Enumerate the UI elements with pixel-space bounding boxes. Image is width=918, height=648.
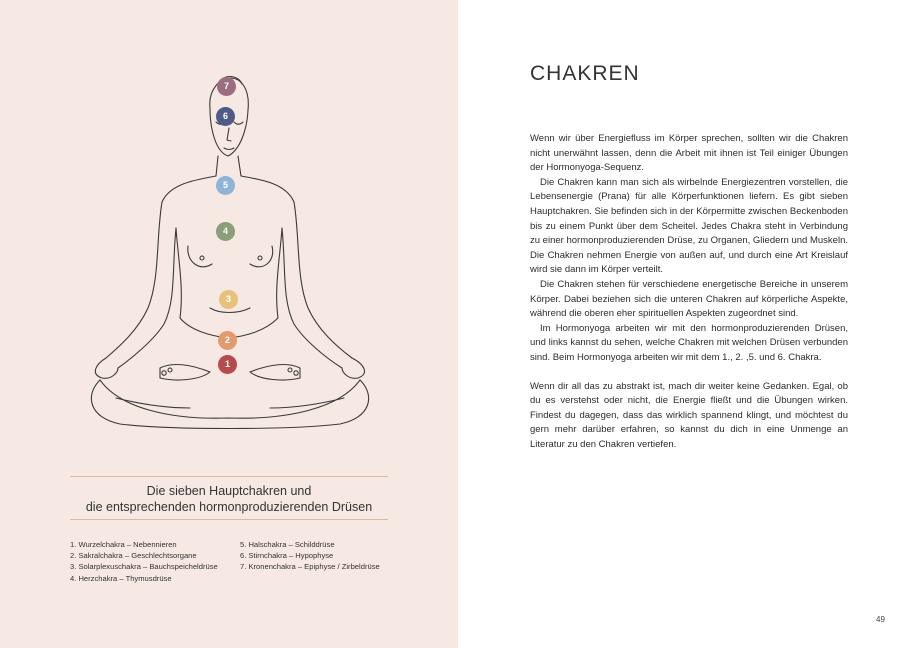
paragraph-2: Die Chakren kann man sich als wirbelnde Energiezentren vorstellen, die Lebensenergie (Prana) für alle Körperfunktionen liefern. Es gibt sieben Hauptchakren. Sie befinden sich in der Körpermitte zwischen Beckenboden bis zu einem Punkt über dem Scheitel. Jedes Chakra steht in Verbindung zu einer hormonproduzierenden Drüse, zu Organen, Gliedern und Muskeln. Die Chakren nehmen Energie von außen auf, und durch eine Art Kreislauf wird sie dann im Körper verteilt. [530, 176, 848, 276]
chakra-6-marker: 6 [216, 107, 235, 126]
legend-left-column [70, 539, 218, 584]
paragraph-5: Wenn dir all das zu abstrakt ist, mach dir weiter keine Gedanken. Egal, ob du es verstehst oder nicht, die Energie fließt und die Übungen wirken. Findest du dagegen, dass das wirklich spannend klingt, und möchtest du gern mehr darüber erfahren, so kannst du dich in eine Unmenge an Literatur zu den Chakren vertiefen. [530, 380, 848, 450]
legend-item: 6. Stirnchakra – Hypophyse [240, 551, 334, 561]
chakra-7-marker: 7 [217, 77, 236, 96]
page-title: CHAKREN [530, 62, 640, 85]
paragraph-4: Im Hormonyoga arbeiten wir mit den hormonproduzierenden Drüsen, und links kannst du sehen, welche Chakren mit welchen Drüsen verbunden sind. Beim Hormonyoga arbeiten wir mit dem 1., 2. ,5. und 6. Chakra. [530, 322, 848, 363]
chakra-2-marker: 2 [218, 331, 237, 350]
legend-item: 7. Kronenchakra – Epiphyse / Zirbeldrüse [240, 562, 380, 572]
legend-right-column [240, 539, 380, 573]
caption-line-2: die entsprechenden hormonproduzierenden Drüsen [85, 500, 373, 514]
page-number: 49 [876, 615, 885, 624]
legend-item: 2. Sakralchakra – Geschlechtsorgane [70, 551, 197, 561]
chakra-1-marker: 1 [218, 355, 237, 374]
legend-item: 1. Wurzelchakra – Nebennieren [70, 540, 177, 549]
legend-item: 4. Herzchakra – Thymusdrüse [70, 573, 172, 583]
meditating-figure-illustration [60, 68, 400, 448]
body-text [530, 132, 848, 452]
chakra-4-marker: 4 [216, 222, 235, 241]
paragraph-3: Die Chakren stehen für verschiedene energetische Bereiche in unserem Körper. Dabei beziehen sich die unteren Chakren auf körperliche Aspekte, während die oberen eher spirituellen Aspekten zugeordnet sind. [530, 278, 848, 320]
figure-caption [60, 483, 398, 515]
legend-item: 5. Halschakra – Schilddrüse [240, 540, 335, 549]
chakra-5-marker: 5 [216, 176, 235, 195]
left-page [0, 0, 458, 648]
caption-line-1: Die sieben Hauptchakren und [146, 484, 312, 498]
caption-bottom-rule [70, 519, 388, 520]
chakra-3-marker: 3 [219, 290, 238, 309]
paragraph-1: Wenn wir über Energiefluss im Körper sprechen, sollten wir die Chakren nicht unerwähnt lassen, denn die Arbeit mit ihnen ist Teil einiger Übungen der Hormonyoga-Sequenz. [530, 133, 848, 174]
caption-top-rule [70, 476, 388, 477]
legend-item: 3. Solarplexuschakra – Bauchspeicheldrüse [70, 562, 218, 572]
